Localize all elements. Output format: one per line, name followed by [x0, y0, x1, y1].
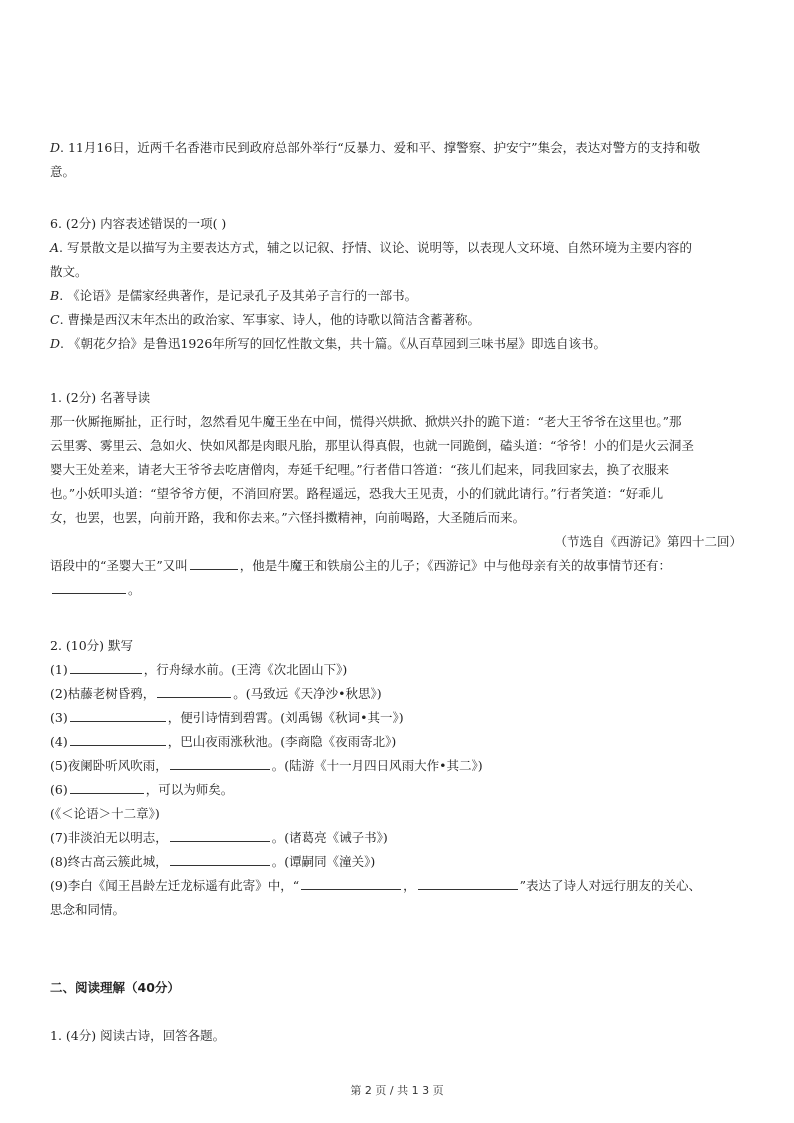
- answer-blank[interactable]: [190, 555, 238, 570]
- option-letter: B: [50, 288, 60, 303]
- option-text: . 曹操是西汉末年杰出的政治家、军事家、诗人，他的诗歌以简洁含蓄著称。: [59, 312, 481, 327]
- dictation-item: [50, 730, 742, 754]
- dictation-item: [50, 706, 742, 730]
- section-heading: 二、阅读理解（40分）: [50, 980, 180, 995]
- dictation-item: [50, 778, 742, 802]
- option-text: . 《朝花夕拾》是鲁迅1926年所写的回忆性散文集，共十篇。《从百草园到三味书屋》即选自该书。: [60, 336, 607, 351]
- item-suffix: 。(诸葛亮《诫子书》): [271, 830, 388, 845]
- question-dictation: [50, 634, 742, 922]
- item-suffix: 。(陆游《十一月四日风雨大作•其二》): [271, 758, 483, 773]
- option-text-cont: 散文。: [50, 264, 88, 279]
- option-letter: D: [50, 336, 61, 351]
- item-sep: ，: [403, 878, 416, 893]
- question-text: ，他是牛魔王和铁扇公主的儿子；《西游记》中与他母亲有关的故事情节还有：: [239, 558, 672, 573]
- item-prefix: (3): [50, 710, 68, 725]
- item-suffix: ，可以为师矣。: [145, 782, 234, 797]
- passage-line: 也。”小妖叩头道：“望爷爷方便，不消回府罢。路程遥远，恐我大王见责，小的们就此请行。”行者笑道：“好乖儿: [50, 486, 664, 501]
- question-text: 语段中的“圣婴大王”又叫: [50, 558, 188, 573]
- option-text-cont: 意。: [50, 164, 76, 179]
- option-text: . 11月16日，近两千名香港市民到政府总部外举行“反暴力、爱和平、撑警察、护安宁”集会，表达对警方的支持和敬: [60, 140, 701, 155]
- dictation-item: [50, 754, 742, 778]
- page-footer: 第 2 页 / 共 1 3 页: [350, 1084, 444, 1097]
- item-prefix: (8)终古高云簇此城，: [50, 854, 168, 869]
- passage-line: 女，也罢，也罢，向前开路，我和你去来。”六怪抖擞精神，向前喝路，大圣随后而来。: [50, 510, 526, 525]
- answer-blank[interactable]: [52, 579, 126, 594]
- question-header: 1. (2分) 名著导读: [50, 390, 151, 405]
- question-poem: [50, 1024, 742, 1048]
- item-suffix: 。(谭嗣同《潼关》): [271, 854, 376, 869]
- passage-line: 婴大王处差来，请老大王爷爷去吃唐僧肉，寿延千纪哩。”行者借口答道：“孩儿们起来，同我回家去，换了衣服来: [50, 462, 670, 477]
- answer-blank[interactable]: [301, 875, 401, 890]
- answer-blank[interactable]: [70, 707, 166, 722]
- answer-blank[interactable]: [418, 875, 518, 890]
- dictation-item: [50, 682, 742, 706]
- item-suffix: ”表达了诗人对远行朋友的关心、: [519, 878, 702, 893]
- dictation-item: [50, 826, 742, 850]
- dictation-item-cont: 思念和同情。: [50, 902, 126, 917]
- item-prefix: (7)非淡泊无以明志，: [50, 830, 168, 845]
- item-suffix: 。(马致远《天净沙•秋思》): [233, 686, 382, 701]
- answer-blank[interactable]: [170, 755, 270, 770]
- item-prefix: (4): [50, 734, 68, 749]
- q5-option-d: [50, 136, 742, 184]
- option-text: . 写景散文是以描写为主要表达方式，辅之以记叙、抒情、议论、说明等，以表现人文环境、自然环境为主要内容的: [59, 240, 692, 255]
- item-prefix: (2)枯藤老树昏鸦，: [50, 686, 156, 701]
- answer-blank[interactable]: [170, 851, 270, 866]
- answer-blank[interactable]: [70, 659, 142, 674]
- passage-line: 云里雾、雾里云、急如火、快如风都是肉眼凡胎，那里认得真假，也就一同跪倒，磕头道：“爷爷！小的们是火云洞圣: [50, 438, 694, 453]
- dictation-item: [50, 850, 742, 874]
- option-letter: C: [50, 312, 60, 327]
- item-prefix: (5)夜阑卧听风吹雨，: [50, 758, 168, 773]
- period: 。: [128, 582, 141, 597]
- item-prefix: (9)李白《闻王昌龄左迁龙标遥有此寄》中，“: [50, 878, 300, 893]
- item-suffix: ，巴山夜雨涨秋池。(李商隐《夜雨寄北》): [167, 734, 397, 749]
- question-header: 6. (2分) 内容表述错误的一项( ): [50, 216, 227, 231]
- option-letter: A: [50, 240, 60, 255]
- question-header: 2. (10分) 默写: [50, 638, 134, 653]
- item-prefix: (1): [50, 662, 68, 677]
- option-text: . 《论语》是儒家经典著作，是记录孔子及其弟子言行的一部书。: [59, 288, 418, 303]
- item-prefix: (6): [50, 782, 68, 797]
- passage-line: 那一伙厮拖厮扯，正行时，忽然看见牛魔王坐在中间，慌得兴烘掀、掀烘兴扑的跪下道：“老大王爷爷在这里也。”那: [50, 414, 682, 429]
- item-suffix: ，行舟绿水前。(王湾《次北固山下》): [143, 662, 348, 677]
- question-header: 1. (4分) 阅读古诗，回答各题。: [50, 1028, 226, 1043]
- answer-blank[interactable]: [70, 731, 166, 746]
- item-suffix: ，便引诗情到碧霄。(刘禹锡《秋词•其一》): [167, 710, 404, 725]
- option-letter: D: [50, 140, 61, 155]
- question-reading-guide: [50, 386, 742, 602]
- dictation-item: [50, 658, 742, 682]
- answer-blank[interactable]: [157, 683, 231, 698]
- answer-blank[interactable]: [70, 779, 144, 794]
- question-6: [50, 212, 742, 356]
- dictation-item: [50, 874, 742, 898]
- dictation-source: (《＜论语＞十二章》): [50, 806, 160, 821]
- answer-blank[interactable]: [170, 827, 270, 842]
- passage-source: （节选自《西游记》第四十二回）: [554, 534, 742, 549]
